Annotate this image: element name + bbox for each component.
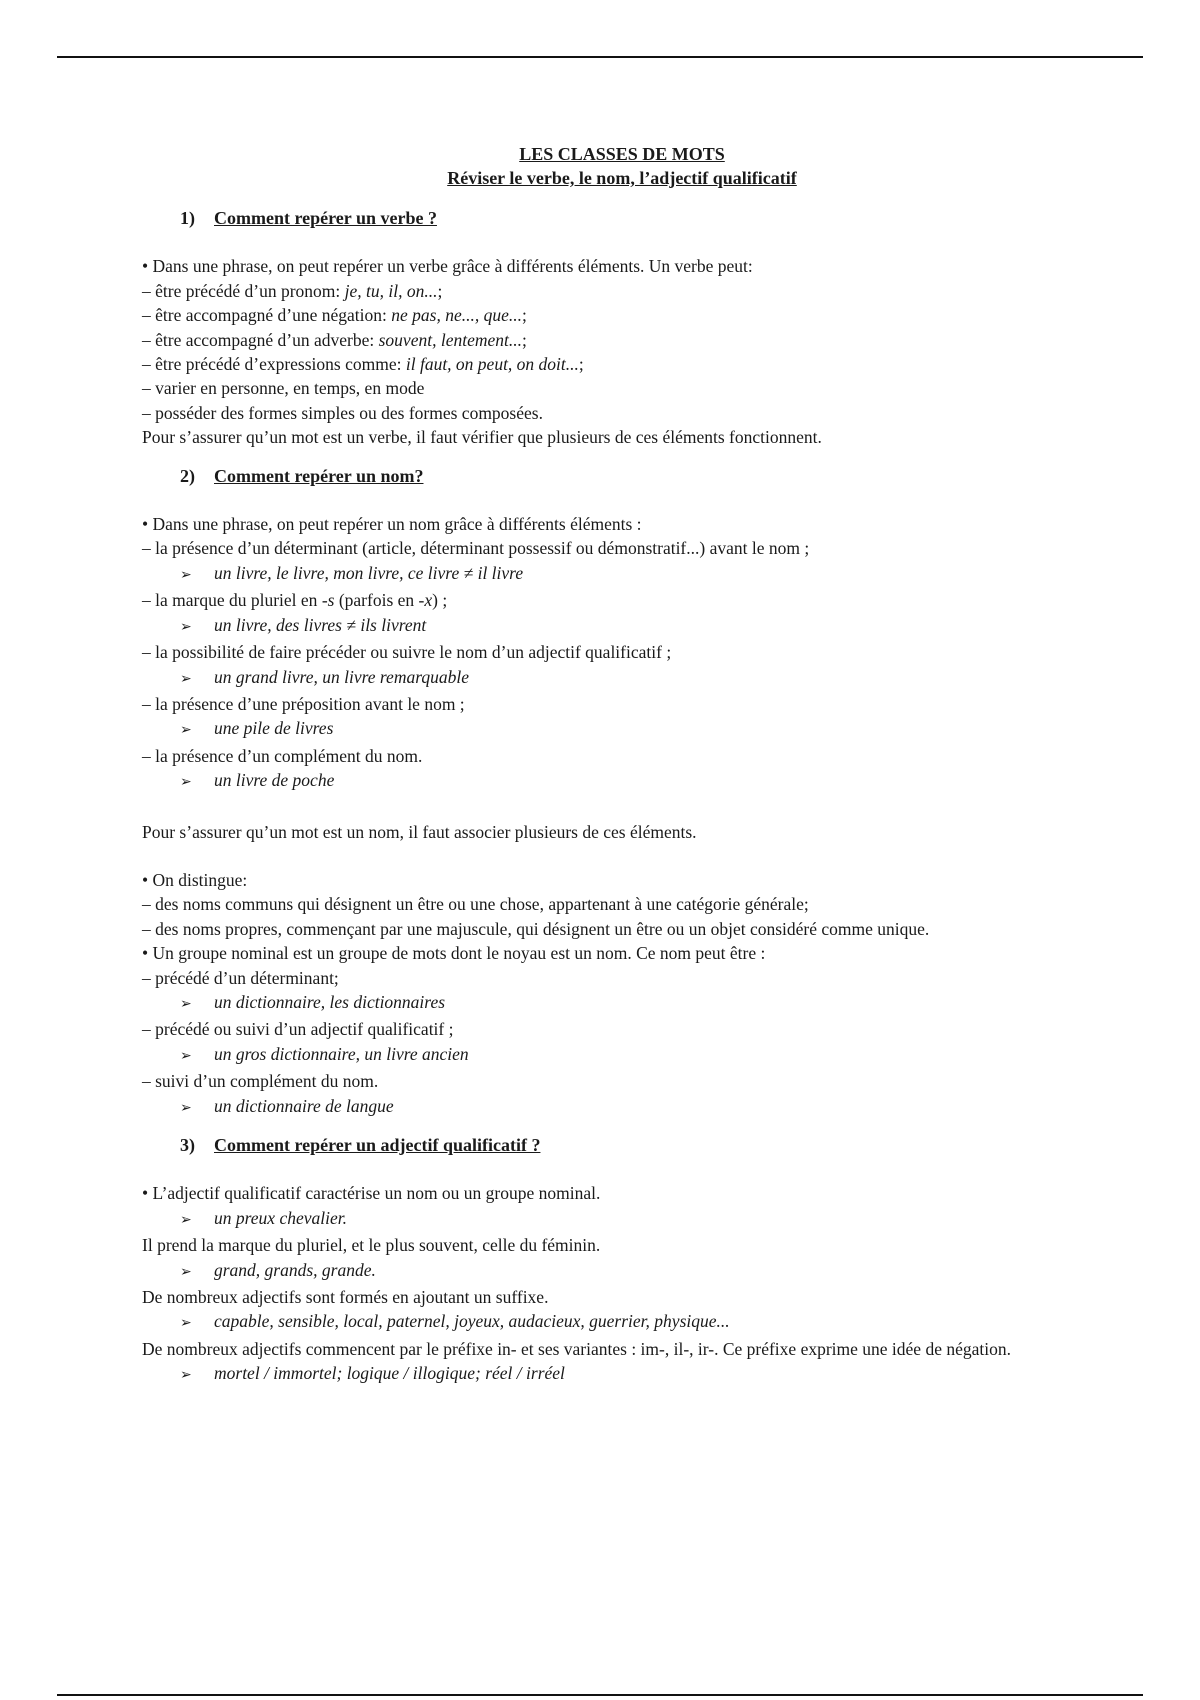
section-3-heading <box>180 1133 1102 1157</box>
noun-distinction: – des noms propres, commençant par une majuscule, qui désignent un être ou un objet considéré comme unique. <box>142 918 930 939</box>
example-line: ➢ un preux chevalier. <box>142 1206 1102 1233</box>
section-3-title: Comment repérer un adjectif qualificatif ? <box>214 1135 541 1155</box>
verb-criterion: – être accompagné d’un adverbe: souvent, lentement...; <box>142 329 527 350</box>
verb-criterion: – posséder des formes simples ou des formes composées. <box>142 402 543 423</box>
nominal-group-criterion: – précédé ou suivi d’un adjectif qualificatif ; <box>142 1019 454 1040</box>
nominal-group-criterion: – précédé d’un déterminant; <box>142 967 339 988</box>
arrow-bullet-icon: ➢ <box>180 775 192 791</box>
noun-distinction: – des noms communs qui désignent un être ou une chose, appartenant à une catégorie générale; <box>142 894 809 915</box>
noun-criterion: – la présence d’un complément du nom. <box>142 745 423 766</box>
arrow-bullet-icon: ➢ <box>180 1316 192 1332</box>
arrow-bullet-icon: ➢ <box>180 671 192 687</box>
document-page <box>142 142 1102 1389</box>
section-1-number: 1) <box>180 208 195 228</box>
example-line: ➢ mortel / immortel; logique / illogique; réel / irréel <box>142 1361 1102 1388</box>
verb-criterion: – être précédé d’un pronom: je, tu, il, on...; <box>142 280 443 301</box>
nominal-group-criterion: – suivi d’un complément du nom. <box>142 1071 379 1092</box>
arrow-bullet-icon: ➢ <box>180 1048 192 1064</box>
arrow-bullet-icon: ➢ <box>180 1368 192 1384</box>
example-line: ➢ un livre de poche <box>142 768 1102 795</box>
section-2-number: 2) <box>180 465 195 486</box>
verb-intro: • Dans une phrase, on peut repérer un verbe grâce à différents éléments. Un verbe peut: <box>142 256 753 277</box>
adjective-intro: • L’adjectif qualificatif caractérise un nom ou un groupe nominal. <box>142 1183 601 1204</box>
arrow-bullet-icon: ➢ <box>180 567 192 583</box>
section-1-heading <box>180 206 1102 230</box>
example-line: ➢ un dictionnaire, les dictionnaires <box>142 990 1102 1017</box>
section-3-number: 3) <box>180 1135 195 1155</box>
verb-criterion: – être précédé d’expressions comme: il faut, on peut, on doit...; <box>142 354 584 375</box>
example-line: ➢ un livre, des livres ≠ ils livrent <box>142 613 1102 640</box>
arrow-bullet-icon: ➢ <box>180 619 192 635</box>
example-line: ➢ une pile de livres <box>142 716 1102 743</box>
verb-conclusion: Pour s’assurer qu’un mot est un verbe, il faut vérifier que plusieurs de ces éléments fonctionnent. <box>142 427 822 448</box>
section-1-title: Comment repérer un verbe ? <box>214 208 437 228</box>
noun-criterion: – la présence d’une préposition avant le nom ; <box>142 693 465 714</box>
arrow-bullet-icon: ➢ <box>180 1264 192 1280</box>
example-line: ➢ un livre, le livre, mon livre, ce livre ≠ il livre <box>142 561 1102 588</box>
noun-intro: • Dans une phrase, on peut repérer un nom grâce à différents éléments : <box>142 514 642 535</box>
example-line: ➢ un dictionnaire de langue <box>142 1094 1102 1121</box>
verb-criterion: – varier en personne, en temps, en mode <box>142 378 425 399</box>
example-line: ➢ capable, sensible, local, paternel, joyeux, audacieux, guerrier, physique... <box>142 1309 1102 1336</box>
adjective-rule: Il prend la marque du pluriel, et le plus souvent, celle du féminin. <box>142 1235 601 1256</box>
section-2-heading <box>180 464 1102 488</box>
top-rule <box>57 56 1143 58</box>
verb-criterion: – être accompagné d’une négation: ne pas, ne..., que...; <box>142 305 527 326</box>
noun-criterion: – la présence d’un déterminant (article, déterminant possessif ou démonstratif...) avant le nom ; <box>142 538 810 559</box>
example-line: ➢ grand, grands, grande. <box>142 1258 1102 1285</box>
arrow-bullet-icon: ➢ <box>180 1100 192 1116</box>
example-line: ➢ un gros dictionnaire, un livre ancien <box>142 1042 1102 1069</box>
adjective-rule: De nombreux adjectifs commencent par le préfixe in- et ses variantes : im-, il-, ir-. Ce préfixe exprime une idée de négation. <box>142 1338 1011 1359</box>
noun-conclusion: Pour s’assurer qu’un mot est un nom, il faut associer plusieurs de ces éléments. <box>142 821 697 842</box>
example-line: ➢ un grand livre, un livre remarquable <box>142 665 1102 692</box>
section-2-title: Comment repérer un nom? <box>214 465 424 486</box>
noun-criterion: – la possibilité de faire précéder ou suivre le nom d’un adjectif qualificatif ; <box>142 642 672 663</box>
noun-distinction-intro: • On distingue: <box>142 869 248 890</box>
arrow-bullet-icon: ➢ <box>180 1212 192 1228</box>
document-subtitle: Réviser le verbe, le nom, l’adjectif qualificatif <box>447 168 797 188</box>
arrow-bullet-icon: ➢ <box>180 996 192 1012</box>
nominal-group-intro: • Un groupe nominal est un groupe de mots dont le noyau est un nom. Ce nom peut être : <box>142 943 766 964</box>
arrow-bullet-icon: ➢ <box>180 723 192 739</box>
bottom-rule <box>57 1694 1143 1696</box>
noun-criterion: – la marque du pluriel en -s (parfois en -x) ; <box>142 590 448 611</box>
adjective-rule: De nombreux adjectifs sont formés en ajoutant un suffixe. <box>142 1287 549 1308</box>
document-title: LES CLASSES DE MOTS <box>519 144 725 164</box>
